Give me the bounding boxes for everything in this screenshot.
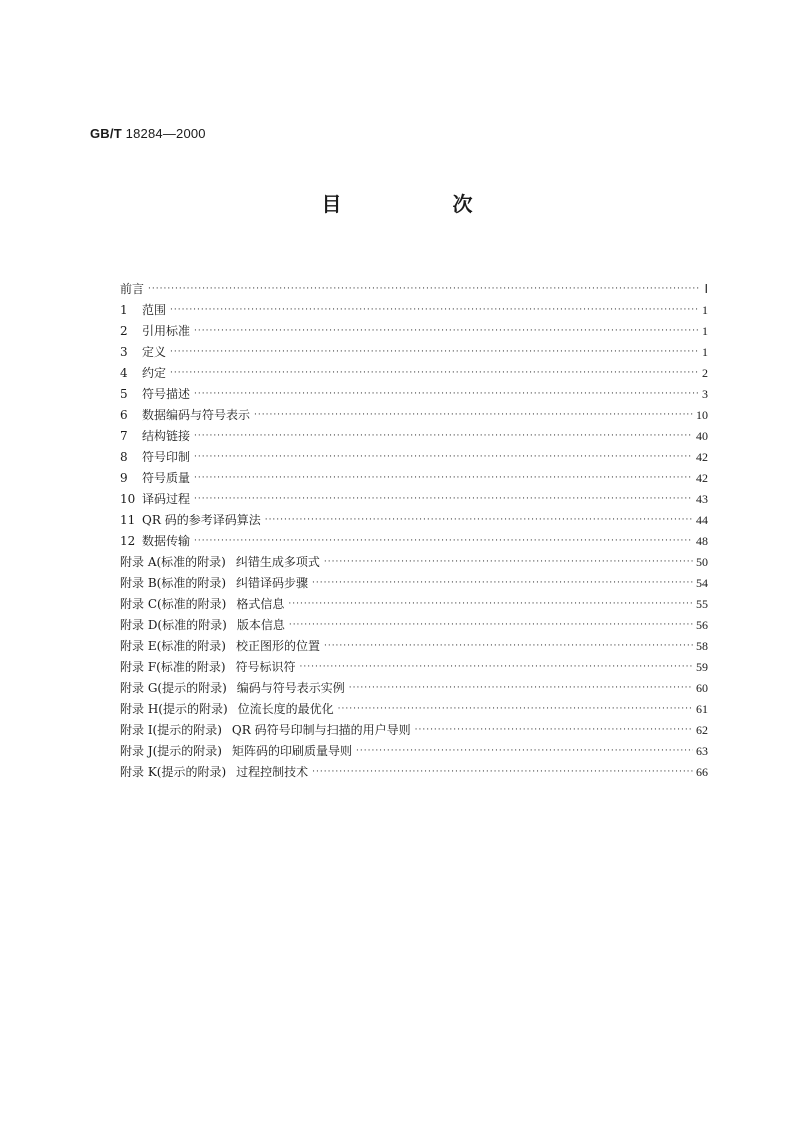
toc-dot-leader <box>300 657 693 678</box>
toc-entry-number: 附录 B(标准的附录) <box>120 576 226 590</box>
toc-entry-title: 译码过程 <box>142 492 191 506</box>
toc-entry-number: 10 <box>120 492 136 506</box>
standard-code <box>90 126 206 141</box>
toc-entry-page: 44 <box>696 513 708 527</box>
toc-entry-number: 附录 D(标准的附录) <box>120 618 227 632</box>
toc-dot-leader <box>349 678 693 699</box>
toc-entry-title: 符号描述 <box>142 387 191 401</box>
toc-entry-label <box>120 279 144 300</box>
toc-entry[interactable] <box>120 531 708 552</box>
toc-entry-number: 附录 E(标准的附录) <box>120 639 226 653</box>
toc-entry-label <box>120 300 166 321</box>
toc-entry-page: 66 <box>696 765 708 779</box>
toc-entry[interactable] <box>120 636 708 657</box>
toc-entry-page: 3 <box>702 387 708 401</box>
toc-entry-page: 61 <box>696 702 708 716</box>
toc-entry-label <box>120 405 250 426</box>
toc-entry-number: 附录 J(提示的附录) <box>120 744 222 758</box>
toc-entry[interactable] <box>120 720 708 741</box>
toc-entry-label <box>120 678 345 699</box>
toc-entry-page: 50 <box>696 555 708 569</box>
toc-entry[interactable] <box>120 321 708 342</box>
toc-dot-leader <box>194 489 693 510</box>
toc-entry-title: 校正图形的位置 <box>235 639 320 653</box>
toc-dot-leader <box>148 279 701 300</box>
toc-entry-number: 1 <box>120 303 128 317</box>
toc-entry-title: QR 码的参考译码算法 <box>142 513 261 527</box>
toc-dot-leader <box>194 531 693 552</box>
toc-entry-page: 54 <box>696 576 708 590</box>
toc-entry-title: 纠错生成多项式 <box>235 555 320 569</box>
toc-entry-label <box>120 384 190 405</box>
toc-entry[interactable] <box>120 699 708 720</box>
toc-entry-label <box>120 636 320 657</box>
toc-entry-title: 约定 <box>142 366 167 380</box>
toc-entry[interactable] <box>120 468 708 489</box>
toc-entry-label <box>120 531 190 552</box>
toc-entry[interactable] <box>120 657 708 678</box>
toc-entry[interactable] <box>120 510 708 531</box>
toc-entry-page: 62 <box>696 723 708 737</box>
toc-dot-leader <box>415 720 693 741</box>
toc-dot-leader <box>254 405 693 426</box>
toc-entry-number: 附录 A(标准的附录) <box>120 555 226 569</box>
toc-entry-label <box>120 594 284 615</box>
table-of-contents <box>120 279 708 783</box>
toc-entry-title: 定义 <box>142 345 167 359</box>
toc-entry-number: 12 <box>120 534 136 548</box>
toc-entry-page: 43 <box>696 492 708 506</box>
toc-entry-label <box>120 468 190 489</box>
toc-entry-number: 2 <box>120 324 128 338</box>
toc-entry-label <box>120 342 166 363</box>
toc-entry[interactable] <box>120 300 708 321</box>
toc-entry-number: 5 <box>120 387 128 401</box>
toc-entry[interactable] <box>120 741 708 762</box>
toc-entry-number: 附录 H(提示的附录) <box>120 702 228 716</box>
toc-entry-page: 1 <box>702 303 708 317</box>
toc-entry-label <box>120 426 190 447</box>
standard-number: 18284—2000 <box>125 126 206 141</box>
toc-dot-leader <box>324 636 693 657</box>
toc-entry-title: 版本信息 <box>236 618 285 632</box>
toc-entry-page: 59 <box>696 660 708 674</box>
toc-entry-title: 纠错译码步骤 <box>236 576 309 590</box>
page-title: 目 次 <box>321 192 525 216</box>
toc-entry[interactable] <box>120 363 708 384</box>
toc-entry-label <box>120 552 320 573</box>
toc-entry-title: 格式信息 <box>236 597 285 611</box>
toc-dot-leader <box>194 426 693 447</box>
toc-dot-leader <box>312 573 693 594</box>
toc-dot-leader <box>170 300 699 321</box>
toc-entry-page: 56 <box>696 618 708 632</box>
toc-entry-title: QR 码符号印制与扫描的用户导则 <box>231 723 411 737</box>
toc-entry-number: 6 <box>120 408 128 422</box>
toc-dot-leader <box>194 384 699 405</box>
toc-entry-number: 11 <box>120 513 136 527</box>
toc-entry-title: 符号标识符 <box>235 660 296 674</box>
toc-entry-title: 引用标准 <box>142 324 191 338</box>
toc-entry-label <box>120 573 308 594</box>
toc-entry-label <box>120 510 261 531</box>
toc-dot-leader <box>288 594 693 615</box>
toc-entry-page: 58 <box>696 639 708 653</box>
toc-entry-title: 范围 <box>142 303 167 317</box>
toc-entry-page: 42 <box>696 450 708 464</box>
toc-entry-page: 1 <box>702 345 708 359</box>
toc-entry-page: 60 <box>696 681 708 695</box>
toc-dot-leader <box>194 321 699 342</box>
toc-entry-number: 附录 G(提示的附录) <box>120 681 227 695</box>
toc-dot-leader <box>265 510 693 531</box>
toc-entry-number: 9 <box>120 471 128 485</box>
toc-entry-page: Ⅰ <box>704 282 708 296</box>
toc-entry-page: 40 <box>696 429 708 443</box>
toc-entry-label <box>120 657 296 678</box>
toc-entry[interactable] <box>120 426 708 447</box>
toc-entry-label <box>120 363 166 384</box>
toc-entry[interactable] <box>120 279 708 300</box>
toc-entry-page: 48 <box>696 534 708 548</box>
toc-dot-leader <box>194 468 693 489</box>
toc-entry-label <box>120 762 308 783</box>
toc-entry-label <box>120 489 190 510</box>
toc-entry-title: 符号印制 <box>142 450 191 464</box>
toc-dot-leader <box>170 342 699 363</box>
toc-entry-title: 编码与符号表示实例 <box>236 681 345 695</box>
toc-entry-title: 数据传输 <box>142 534 191 548</box>
toc-entry[interactable] <box>120 573 708 594</box>
toc-entry-label <box>120 615 285 636</box>
toc-entry-label <box>120 720 411 741</box>
toc-entry-number: 3 <box>120 345 128 359</box>
toc-dot-leader <box>194 447 693 468</box>
toc-entry-page: 10 <box>696 408 708 422</box>
toc-dot-leader <box>356 741 693 762</box>
toc-entry-title: 符号质量 <box>142 471 191 485</box>
toc-dot-leader <box>289 615 693 636</box>
toc-entry[interactable] <box>120 489 708 510</box>
toc-entry-title: 位流长度的最优化 <box>237 702 334 716</box>
toc-entry-number: 7 <box>120 429 128 443</box>
toc-entry[interactable] <box>120 615 708 636</box>
toc-entry-number: 附录 C(标准的附录) <box>120 597 227 611</box>
toc-entry[interactable] <box>120 762 708 783</box>
toc-entry-page: 1 <box>702 324 708 338</box>
toc-entry-number: 附录 K(提示的附录) <box>120 765 227 779</box>
toc-entry-number: 附录 F(标准的附录) <box>120 660 226 674</box>
toc-entry-number: 8 <box>120 450 128 464</box>
toc-dot-leader <box>324 552 693 573</box>
toc-entry-label <box>120 321 190 342</box>
toc-entry-number: 附录 I(提示的附录) <box>120 723 222 737</box>
toc-entry-title: 结构链接 <box>142 429 191 443</box>
toc-entry[interactable] <box>120 342 708 363</box>
toc-dot-leader <box>312 762 693 783</box>
toc-entry-page: 55 <box>696 597 708 611</box>
toc-entry-page: 63 <box>696 744 708 758</box>
toc-entry[interactable] <box>120 678 708 699</box>
toc-entry[interactable] <box>120 447 708 468</box>
toc-entry-title: 过程控制技术 <box>236 765 309 779</box>
toc-entry-label <box>120 741 352 762</box>
toc-dot-leader <box>338 699 693 720</box>
toc-entry[interactable] <box>120 552 708 573</box>
toc-entry-page: 2 <box>702 366 708 380</box>
toc-entry[interactable] <box>120 384 708 405</box>
toc-entry-title: 数据编码与符号表示 <box>142 408 251 422</box>
standard-prefix: GB/T <box>90 126 122 141</box>
toc-entry[interactable] <box>120 594 708 615</box>
toc-dot-leader <box>170 363 699 384</box>
toc-entry[interactable] <box>120 405 708 426</box>
toc-entry-label <box>120 447 190 468</box>
toc-entry-title: 矩阵码的印刷质量导则 <box>232 744 353 758</box>
toc-entry-title: 前言 <box>120 282 145 296</box>
toc-entry-number: 4 <box>120 366 128 380</box>
toc-entry-page: 42 <box>696 471 708 485</box>
toc-entry-label <box>120 699 334 720</box>
